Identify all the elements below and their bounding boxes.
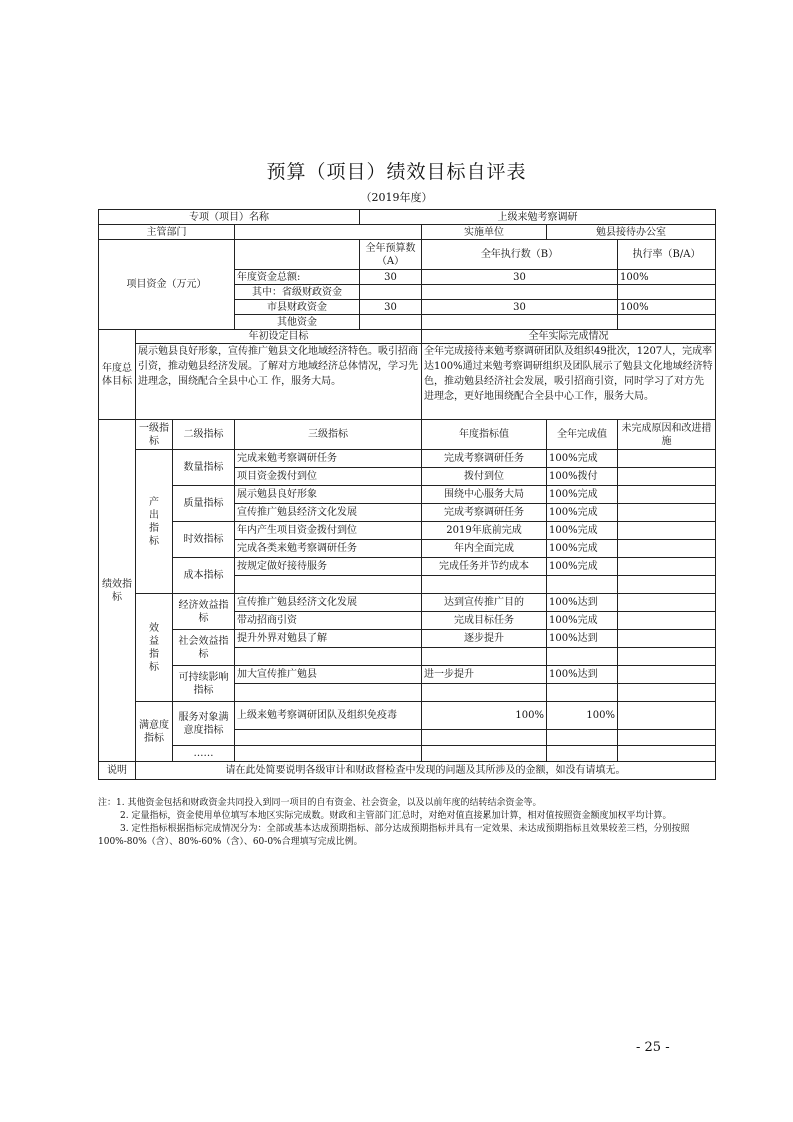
indicator-row <box>99 558 716 576</box>
indicator-done: 100%完成 <box>547 540 618 558</box>
indicator-l3: 完成各类来勉考察调研任务 <box>235 540 422 558</box>
indicator-target <box>422 648 547 666</box>
explain-label: 说明 <box>99 762 136 780</box>
level2-header: 二级指标 <box>173 420 235 450</box>
indicator-target: 围绕中心服务大局 <box>422 486 547 504</box>
indicator-target: 完成考察调研任务 <box>422 450 547 468</box>
indicator-target: 完成目标任务 <box>422 612 547 630</box>
indicator-target: 拨付到位 <box>422 468 547 486</box>
project-name-row <box>99 210 716 225</box>
indicator-l3: 带动招商引资 <box>235 612 422 630</box>
goal-actual-text: 全年完成接待来勉考察调研团队及组织49批次，1207人，完成率达100%通过来勉考察调研组织及团队展示了勉县文化地域经济特色，推动勉县经济社会发展，吸引招商引资，同时学习了对方先进理念，更好地围绕配合全县中心工作，服务大局。 <box>422 344 716 420</box>
target-header: 年度指标值 <box>422 420 547 450</box>
timeliness-level2: 时效指标 <box>173 522 235 558</box>
indicator-target: 完成考察调研任务 <box>422 504 547 522</box>
indicator-l3 <box>235 746 422 762</box>
indicator-reason <box>618 468 716 486</box>
funds-row-budget <box>360 315 422 330</box>
indicator-reason <box>618 612 716 630</box>
indicator-done <box>547 730 618 746</box>
funds-row-label: 市县财政资金 <box>235 300 360 315</box>
funds-blank-cell <box>235 240 360 270</box>
indicator-reason <box>618 504 716 522</box>
indicator-done: 100%完成 <box>547 486 618 504</box>
indicator-row <box>99 522 716 540</box>
indicator-done: 100%完成 <box>547 504 618 522</box>
funds-row-budget: 30 <box>360 270 422 285</box>
dept-label: 主管部门 <box>99 225 235 240</box>
indicator-reason <box>618 746 716 762</box>
indicator-reason <box>618 684 716 702</box>
indicator-reason <box>618 702 716 730</box>
explain-row <box>99 762 716 780</box>
funds-row-budget <box>360 285 422 300</box>
indicator-l3 <box>235 648 422 666</box>
indicator-row <box>99 450 716 468</box>
ellipsis-cell: …… <box>173 746 235 762</box>
footnote: 注：1. 其他资金包括和财政资金共同投入到同一项目的自有资金、社会资金，以及以前年度的结转结余资金等。 <box>98 798 542 808</box>
indicator-target <box>422 684 547 702</box>
indicator-target: 逐步提升 <box>422 630 547 648</box>
indicator-l3: 加大宣传推广勉县 <box>235 666 422 684</box>
indicator-done <box>547 746 618 762</box>
project-name-label: 专项（项目）名称 <box>99 210 360 225</box>
funds-row-exec <box>422 285 618 300</box>
indicator-done <box>547 684 618 702</box>
funds-row-label: 其中：省级财政资金 <box>235 285 360 300</box>
funds-row-rate <box>618 285 716 300</box>
indicator-done: 100%完成 <box>547 450 618 468</box>
indicator-reason <box>618 648 716 666</box>
funds-row-label: 其他资金 <box>235 315 360 330</box>
indicator-done: 100%达到 <box>547 666 618 684</box>
level1-header: 一级指标 <box>136 420 173 450</box>
indicator-reason <box>618 450 716 468</box>
done-header: 全年完成值 <box>547 420 618 450</box>
exec-header: 全年执行数（B） <box>422 240 618 270</box>
output-level1: 产出指标 <box>136 450 173 594</box>
cost-level2: 成本指标 <box>173 558 235 594</box>
page-number: - 25 - <box>636 1040 670 1055</box>
footnote: 2. 定量指标，资金使用单位填写本地区实际完成数。财政和主管部门汇总时，对绝对值直接累加计算，相对值按照资金额度加权平均计算。 <box>120 811 672 821</box>
level3-header: 三级指标 <box>235 420 422 450</box>
budget-header: 全年预算数（A） <box>360 240 422 270</box>
indicator-target: 进一步提升 <box>422 666 547 684</box>
indicator-reason <box>618 576 716 594</box>
indicator-done: 100%达到 <box>547 594 618 612</box>
indicator-done <box>547 576 618 594</box>
footnote: 3. 定性指标根据指标完成情况分为：全部或基本达成预期指标、部分达成预期指标并具有一定效果、未达成预期指标且效果较差三档，分别按照100%-80%（含）、80%-60%（含）、60-0%合理填写完成比例。 <box>98 824 690 847</box>
indicator-reason <box>618 540 716 558</box>
goal-label: 年度总体目标 <box>99 330 136 420</box>
indicator-l3 <box>235 684 422 702</box>
indicator-row <box>99 486 716 504</box>
economic-level2: 经济效益指标 <box>173 594 235 630</box>
self-evaluation-table <box>98 209 716 780</box>
sustain-level2: 可持续影响指标 <box>173 666 235 702</box>
indicator-row <box>99 594 716 612</box>
indicator-reason <box>618 486 716 504</box>
indicator-l3: 展示勉县良好形象 <box>235 486 422 504</box>
indicator-reason <box>618 558 716 576</box>
indicator-reason <box>618 522 716 540</box>
indicator-reason <box>618 630 716 648</box>
quality-level2: 质量指标 <box>173 486 235 522</box>
indicator-target: 100% <box>422 702 547 730</box>
indicator-l3: 年内产生项目资金拨付到位 <box>235 522 422 540</box>
year-subtitle: （2019年度） <box>360 191 433 204</box>
indicator-l3: 项目资金拨付到位 <box>235 468 422 486</box>
funds-row-exec: 30 <box>422 270 618 285</box>
goal-header-row <box>99 330 716 344</box>
indicator-target: 完成任务并节约成本 <box>422 558 547 576</box>
indicator-done: 100%完成 <box>547 558 618 576</box>
goal-text-row <box>99 344 716 420</box>
perf-label: 绩效指标 <box>99 420 136 762</box>
rate-header: 执行率（B/A） <box>618 240 716 270</box>
funds-row-exec: 30 <box>422 300 618 315</box>
indicator-done: 100%达到 <box>547 630 618 648</box>
indicator-l3: 按规定做好接待服务 <box>235 558 422 576</box>
indicator-l3: 提升外界对勉县了解 <box>235 630 422 648</box>
indicator-target: 年内全面完成 <box>422 540 547 558</box>
impl-unit-label: 实施单位 <box>422 225 547 240</box>
indicator-reason <box>618 594 716 612</box>
indicator-done: 100% <box>547 702 618 730</box>
indicator-done: 100%完成 <box>547 612 618 630</box>
service-level2: 服务对象满意度指标 <box>173 702 235 746</box>
goal-actual-header: 全年实际完成情况 <box>422 330 716 344</box>
dept-value <box>235 225 422 240</box>
indicator-reason <box>618 730 716 746</box>
funds-row-rate <box>618 315 716 330</box>
indicator-row <box>99 666 716 684</box>
indicator-l3 <box>235 576 422 594</box>
project-name-value: 上级来勉考察调研 <box>360 210 716 225</box>
indicator-done: 100%拨付 <box>547 468 618 486</box>
indicator-row <box>99 630 716 648</box>
quantity-level2: 数量指标 <box>173 450 235 486</box>
indicator-reason <box>618 666 716 684</box>
footnotes <box>98 797 715 849</box>
indicator-l3: 完成来勉考察调研任务 <box>235 450 422 468</box>
satisfaction-level1: 满意度指标 <box>136 702 173 762</box>
explain-text: 请在此处简要说明各级审计和财政督检查中发现的问题及其所涉及的金额，如没有请填无。 <box>136 762 716 780</box>
funds-row-budget: 30 <box>360 300 422 315</box>
reason-header: 未完成原因和改进措施 <box>618 420 716 450</box>
funds-header-row <box>99 240 716 270</box>
indicator-l3 <box>235 730 422 746</box>
impl-unit-value: 勉县接待办公室 <box>547 225 716 240</box>
goal-set-text: 展示勉县良好形象，宣传推广勉县文化地域经济特色。吸引招商引资，推动勉县经济发展。了解对方地域经济总体情况，学习先进理念，围绕配合全县中心工 作，服务大局。 <box>136 344 422 420</box>
perf-header-row <box>99 420 716 450</box>
indicator-target <box>422 730 547 746</box>
indicator-row <box>99 746 716 762</box>
page-title: 预算（项目）绩效目标自评表 <box>266 161 527 183</box>
indicator-done: 100%完成 <box>547 522 618 540</box>
indicator-l3: 上级来勉考察调研团队及组织免疫毒 <box>235 702 422 730</box>
indicator-target <box>422 576 547 594</box>
funds-row-rate: 100% <box>618 300 716 315</box>
funds-label: 项目资金（万元） <box>99 240 235 330</box>
indicator-l3: 宣传推广勉县经济文化发展 <box>235 504 422 522</box>
indicator-done <box>547 648 618 666</box>
funds-row-rate: 100% <box>618 270 716 285</box>
indicator-target: 2019年底前完成 <box>422 522 547 540</box>
social-level2: 社会效益指标 <box>173 630 235 666</box>
funds-row-label: 年度资金总额: <box>235 270 360 285</box>
goal-set-header: 年初设定目标 <box>136 330 422 344</box>
indicator-target: 达到宣传推广目的 <box>422 594 547 612</box>
indicator-target <box>422 746 547 762</box>
indicator-l3: 宣传推广勉县经济文化发展 <box>235 594 422 612</box>
indicator-row <box>99 702 716 730</box>
department-row <box>99 225 716 240</box>
funds-row-exec <box>422 315 618 330</box>
benefit-level1: 效益指标 <box>136 594 173 702</box>
